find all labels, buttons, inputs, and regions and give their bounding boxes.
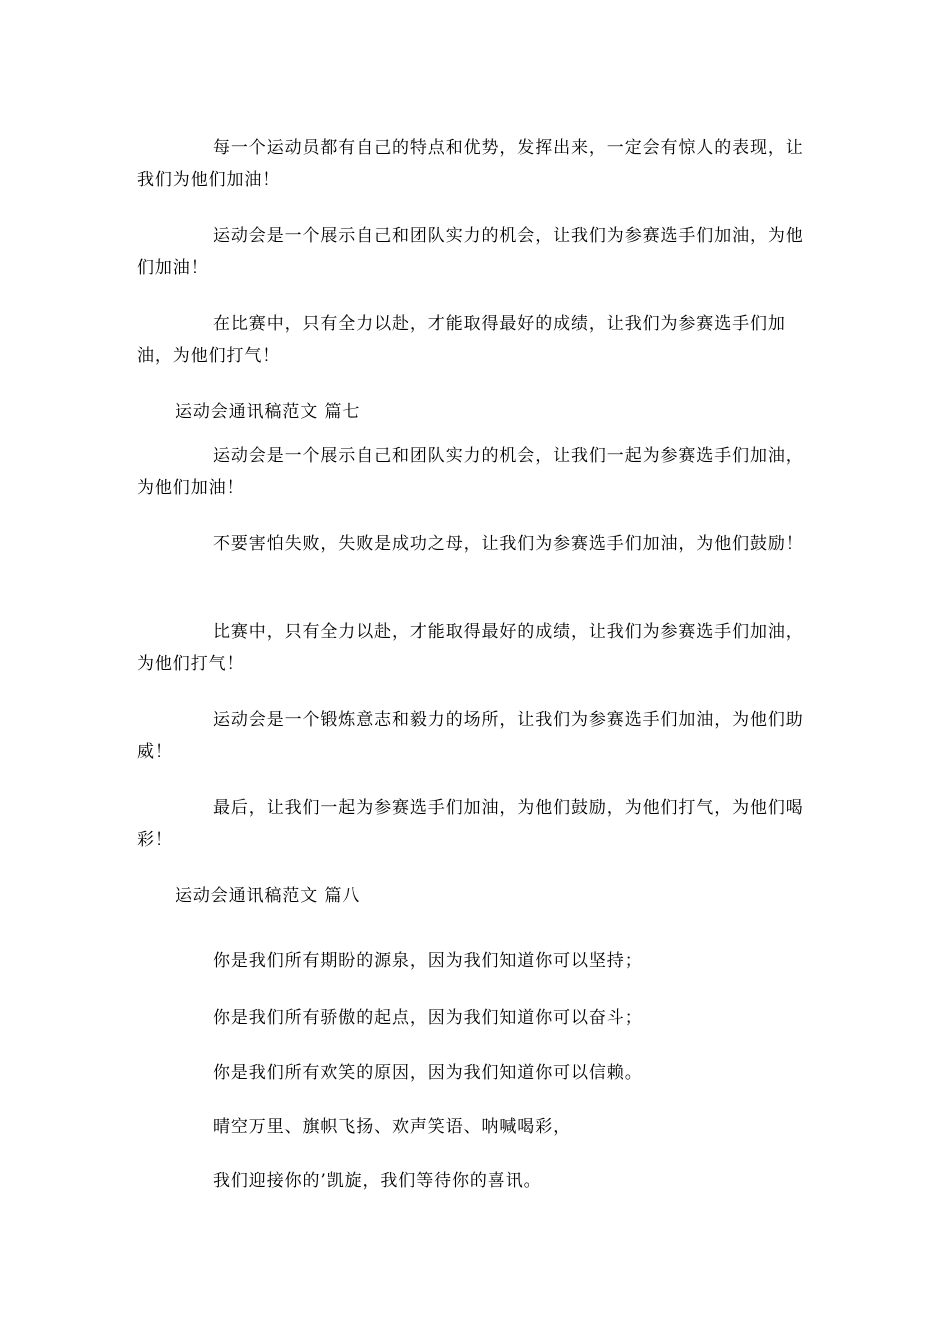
paragraph: 运动会是一个展示自己和团队实力的机会，让我们为参赛选手们加油，为他们加油！ bbox=[137, 226, 804, 278]
verse-line: 你是我们所有期盼的源泉，因为我们知道你可以坚持； bbox=[213, 951, 643, 971]
verse-line: 你是我们所有骄傲的起点，因为我们知道你可以奋斗； bbox=[213, 1008, 643, 1028]
paragraph: 比赛中，只有全力以赴，才能取得最好的成绩，让我们为参赛选手们加油，为他们打气！ bbox=[137, 622, 804, 674]
verse-line: 你是我们所有欢笑的原因，因为我们知道你可以信赖。 bbox=[213, 1063, 643, 1083]
verse-line: 晴空万里、旗帜飞扬、欢声笑语、呐喊喝彩， bbox=[213, 1117, 571, 1137]
paragraph: 在比赛中，只有全力以赴，才能取得最好的成绩，让我们为参赛选手们加油，为他们打气！ bbox=[137, 314, 786, 366]
section-heading: 运动会通讯稿范文 篇八 bbox=[175, 886, 361, 906]
paragraph: 运动会是一个展示自己和团队实力的机会，让我们一起为参赛选手们加油，为他们加油！ bbox=[137, 446, 804, 498]
section-heading: 运动会通讯稿范文 篇七 bbox=[175, 402, 361, 422]
paragraph: 不要害怕失败，失败是成功之母，让我们为参赛选手们加油，为他们鼓励！ bbox=[213, 534, 804, 554]
paragraph: 最后，让我们一起为参赛选手们加油，为他们鼓励，为他们打气，为他们喝彩！ bbox=[137, 798, 804, 850]
paragraph: 运动会是一个锻炼意志和毅力的场所，让我们为参赛选手们加油，为他们助威！ bbox=[137, 710, 804, 762]
paragraph: 每一个运动员都有自己的特点和优势，发挥出来，一定会有惊人的表现，让我们为他们加油！ bbox=[137, 138, 804, 190]
verse-line: 我们迎接你的’凯旋，我们等待你的喜讯。 bbox=[213, 1171, 542, 1191]
